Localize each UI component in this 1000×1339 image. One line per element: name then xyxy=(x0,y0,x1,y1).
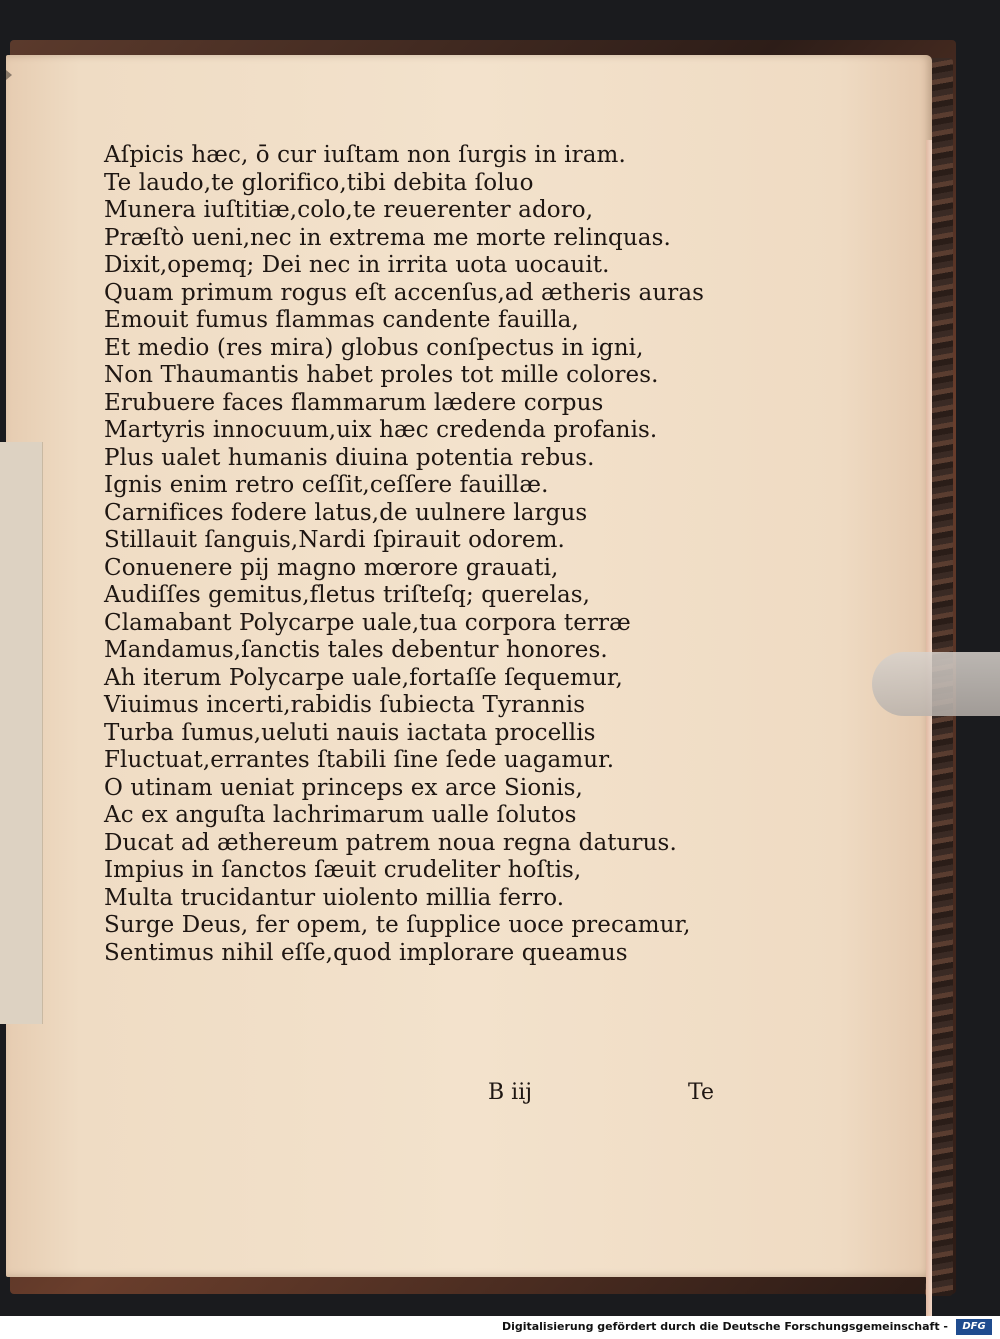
dfg-logo-icon[interactable]: DFG xyxy=(956,1319,992,1335)
verse-line: Impius in ſanctos ſæuit crudeliter hoſtis, xyxy=(104,857,582,883)
verse-line: O utinam ueniat princeps ex arce Sionis, xyxy=(104,774,583,801)
verse-line: Ducat ad æthereum patrem noua regna daturus. xyxy=(104,829,677,856)
signature-mark: B iij xyxy=(488,1080,533,1105)
verse-line: Munera iuſtitiæ,colo,te reuerenter adoro, xyxy=(104,197,594,223)
verse-line: Te laudo,te glorifico,tibi debita ſoluo xyxy=(104,169,534,196)
verse-line: Fluctuat,errantes ſtabili ſine ſede uagamur. xyxy=(104,747,615,773)
verse-line: Dixit,opemq; Dei nec in irrita uota uocauit. xyxy=(104,252,610,278)
catchword: Te xyxy=(688,1080,714,1105)
page-footer xyxy=(480,1080,740,1108)
verse-line: Multa trucidantur uiolento millia ferro. xyxy=(104,884,565,911)
dfg-credit-text: Digitalisierung gefördert durch die Deutsche Forschungsgemeinschaft - xyxy=(501,1320,948,1333)
poem-text xyxy=(104,142,744,967)
verse-line: Erubuere faces flammarum lædere corpus xyxy=(104,389,604,416)
verse-line: Viuimus incerti,rabidis ſubiecta Tyrannis xyxy=(104,692,586,718)
verse-line: Clamabant Polycarpe uale,tua corpora terræ xyxy=(104,609,631,636)
verse-line: Audiſſes gemitus,fletus triſteſq; querelas, xyxy=(104,582,591,608)
verse-line: Aſpicis hæc, ō cur iuſtam non ſurgis in iram. xyxy=(104,142,626,168)
book-clip xyxy=(872,652,1000,716)
previous-page-strip[interactable] xyxy=(0,442,43,1024)
verse-line: Surge Deus, fer opem, te ſupplice uoce precamur, xyxy=(104,912,691,938)
dfg-credit-bar xyxy=(0,1316,1000,1339)
verse-line: Quam primum rogus eſt accenſus,ad ætheris auras xyxy=(104,279,705,306)
verse-line: Mandamus,ſanctis tales debentur honores. xyxy=(104,637,608,663)
page-marker-icon xyxy=(6,70,12,80)
verse-line: Non Thaumantis habet proles tot mille colores. xyxy=(104,362,659,388)
verse-line: Ac ex anguſta lachrimarum ualle ſolutos xyxy=(104,802,577,828)
verse-line: Emouit fumus flammas candente fauilla, xyxy=(104,307,579,333)
page-edge xyxy=(926,140,932,1320)
verse-line: Ah iterum Polycarpe uale,fortaſſe ſequemur, xyxy=(104,664,623,691)
verse-line: Ignis enim retro ceſſit,ceſſere fauillæ. xyxy=(104,472,549,498)
verse-line: Carnifices fodere latus,de uulnere largus xyxy=(104,499,588,526)
verse-line: Turba ſumus,ueluti nauis iactata procellis xyxy=(104,719,596,746)
verse-line: Martyris innocuum,uix hæc credenda profanis. xyxy=(104,417,658,443)
verse-line: Et medio (res mira) globus conſpectus in igni, xyxy=(104,334,644,361)
verse-line: Sentimus nihil eſſe,quod implorare queamus xyxy=(104,939,628,966)
verse-line: Plus ualet humanis diuina potentia rebus. xyxy=(104,444,595,471)
verse-line: Stillauit ſanguis,Nardi ſpirauit odorem. xyxy=(104,527,565,553)
verse-line: Conuenere pij magno mœrore grauati, xyxy=(104,554,559,581)
verse-line: Præſtò ueni,nec in extrema me morte relinquas. xyxy=(104,224,671,251)
